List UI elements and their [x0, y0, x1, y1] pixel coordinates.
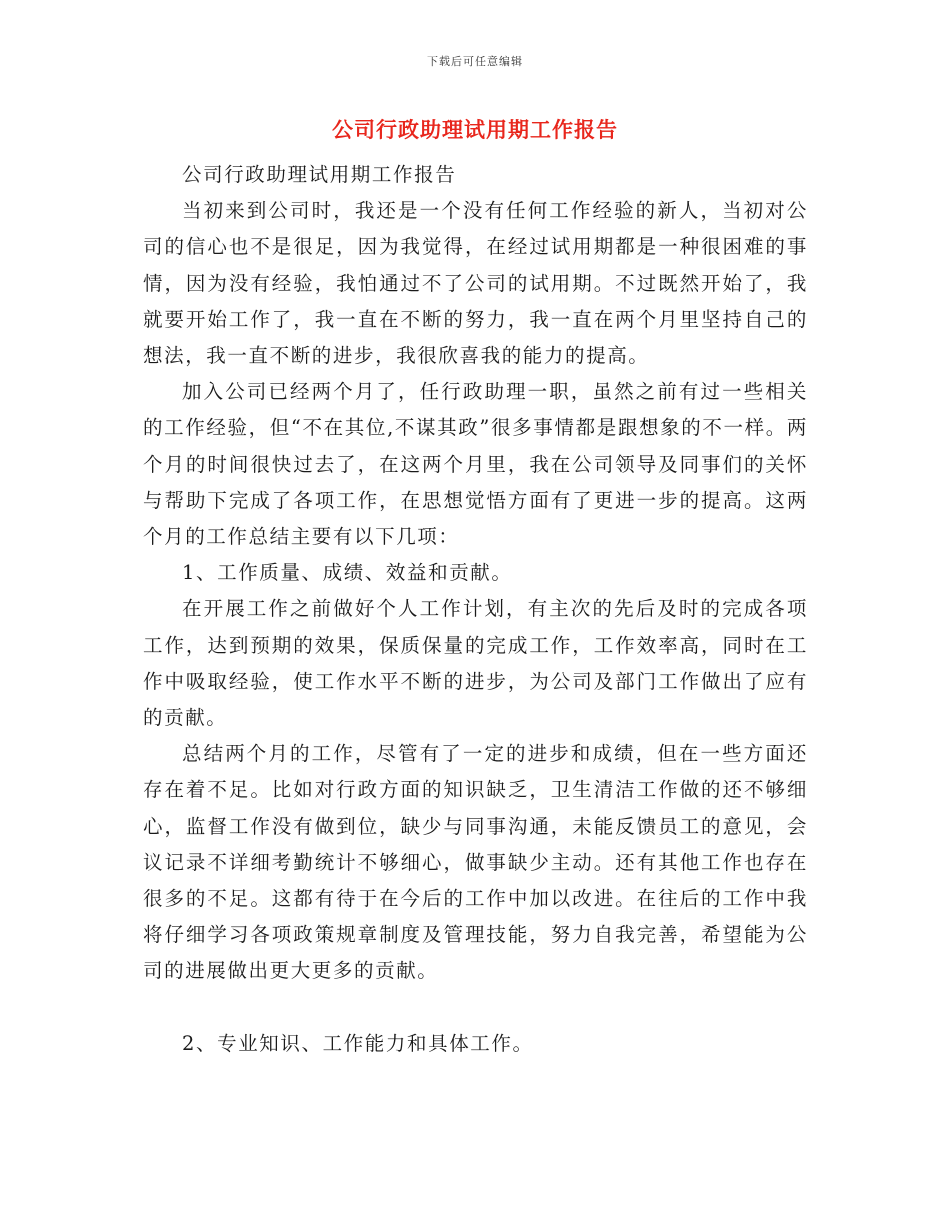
- body-paragraph: 当初来到公司时，我还是一个没有任何工作经验的新人，当初对公司的信心也不是很足，因为我觉得，在经过试用期都是一种很困难的事情，因为没有经验，我怕通过不了公司的试用期。不过既然开始了，我就要开始工作了，我一直在不断的努力，我一直在两个月里坚持自己的想法，我一直不断的进步，我很欣喜我的能力的提高。: [143, 199, 808, 368]
- section-heading: 1、工作质量、成绩、效益和贡献。: [182, 561, 513, 585]
- blank-line: [143, 990, 808, 1026]
- page-header-note: 下载后可任意编辑: [427, 55, 523, 68]
- body-paragraph: 加入公司已经两个月了，任行政助理一职，虽然之前有过一些相关的工作经验，但“不在其位,不谋其政”很多事情都是跟想象的不一样。两个月的时间很快过去了，在这两个月里，我在公司领导及同事们的关怀与帮助下完成了各项工作，在思想觉悟方面有了更进一步的提高。这两个月的工作总结主要有以下几项：: [143, 380, 808, 549]
- section-heading: 2、专业知识、工作能力和具体工作。: [182, 1031, 534, 1055]
- body-paragraph: 在开展工作之前做好个人工作计划，有主次的先后及时的完成各项工作，达到预期的效果，保质保量的完成工作，工作效率高，同时在工作中吸取经验，使工作水平不断的进步，为公司及部门工作做出了应有的贡献。: [143, 597, 808, 730]
- document-body: [143, 157, 808, 1062]
- subtitle-paragraph: 公司行政助理试用期工作报告: [182, 163, 457, 186]
- document-title: 公司行政助理试用期工作报告: [332, 117, 618, 142]
- body-paragraph: 总结两个月的工作，尽管有了一定的进步和成绩，但在一些方面还存在着不足。比如对行政方面的知识缺乏，卫生清洁工作做的还不够细心，监督工作没有做到位，缺少与同事沟通，未能反馈员工的意见，会议记录不详细考勤统计不够细心，做事缺少主动。还有其他工作也存在很多的不足。这都有待于在今后的工作中加以改进。在往后的工作中我将仔细学习各项政策规章制度及管理技能，努力自我完善，希望能为公司的进展做出更大更多的贡献。: [143, 742, 808, 983]
